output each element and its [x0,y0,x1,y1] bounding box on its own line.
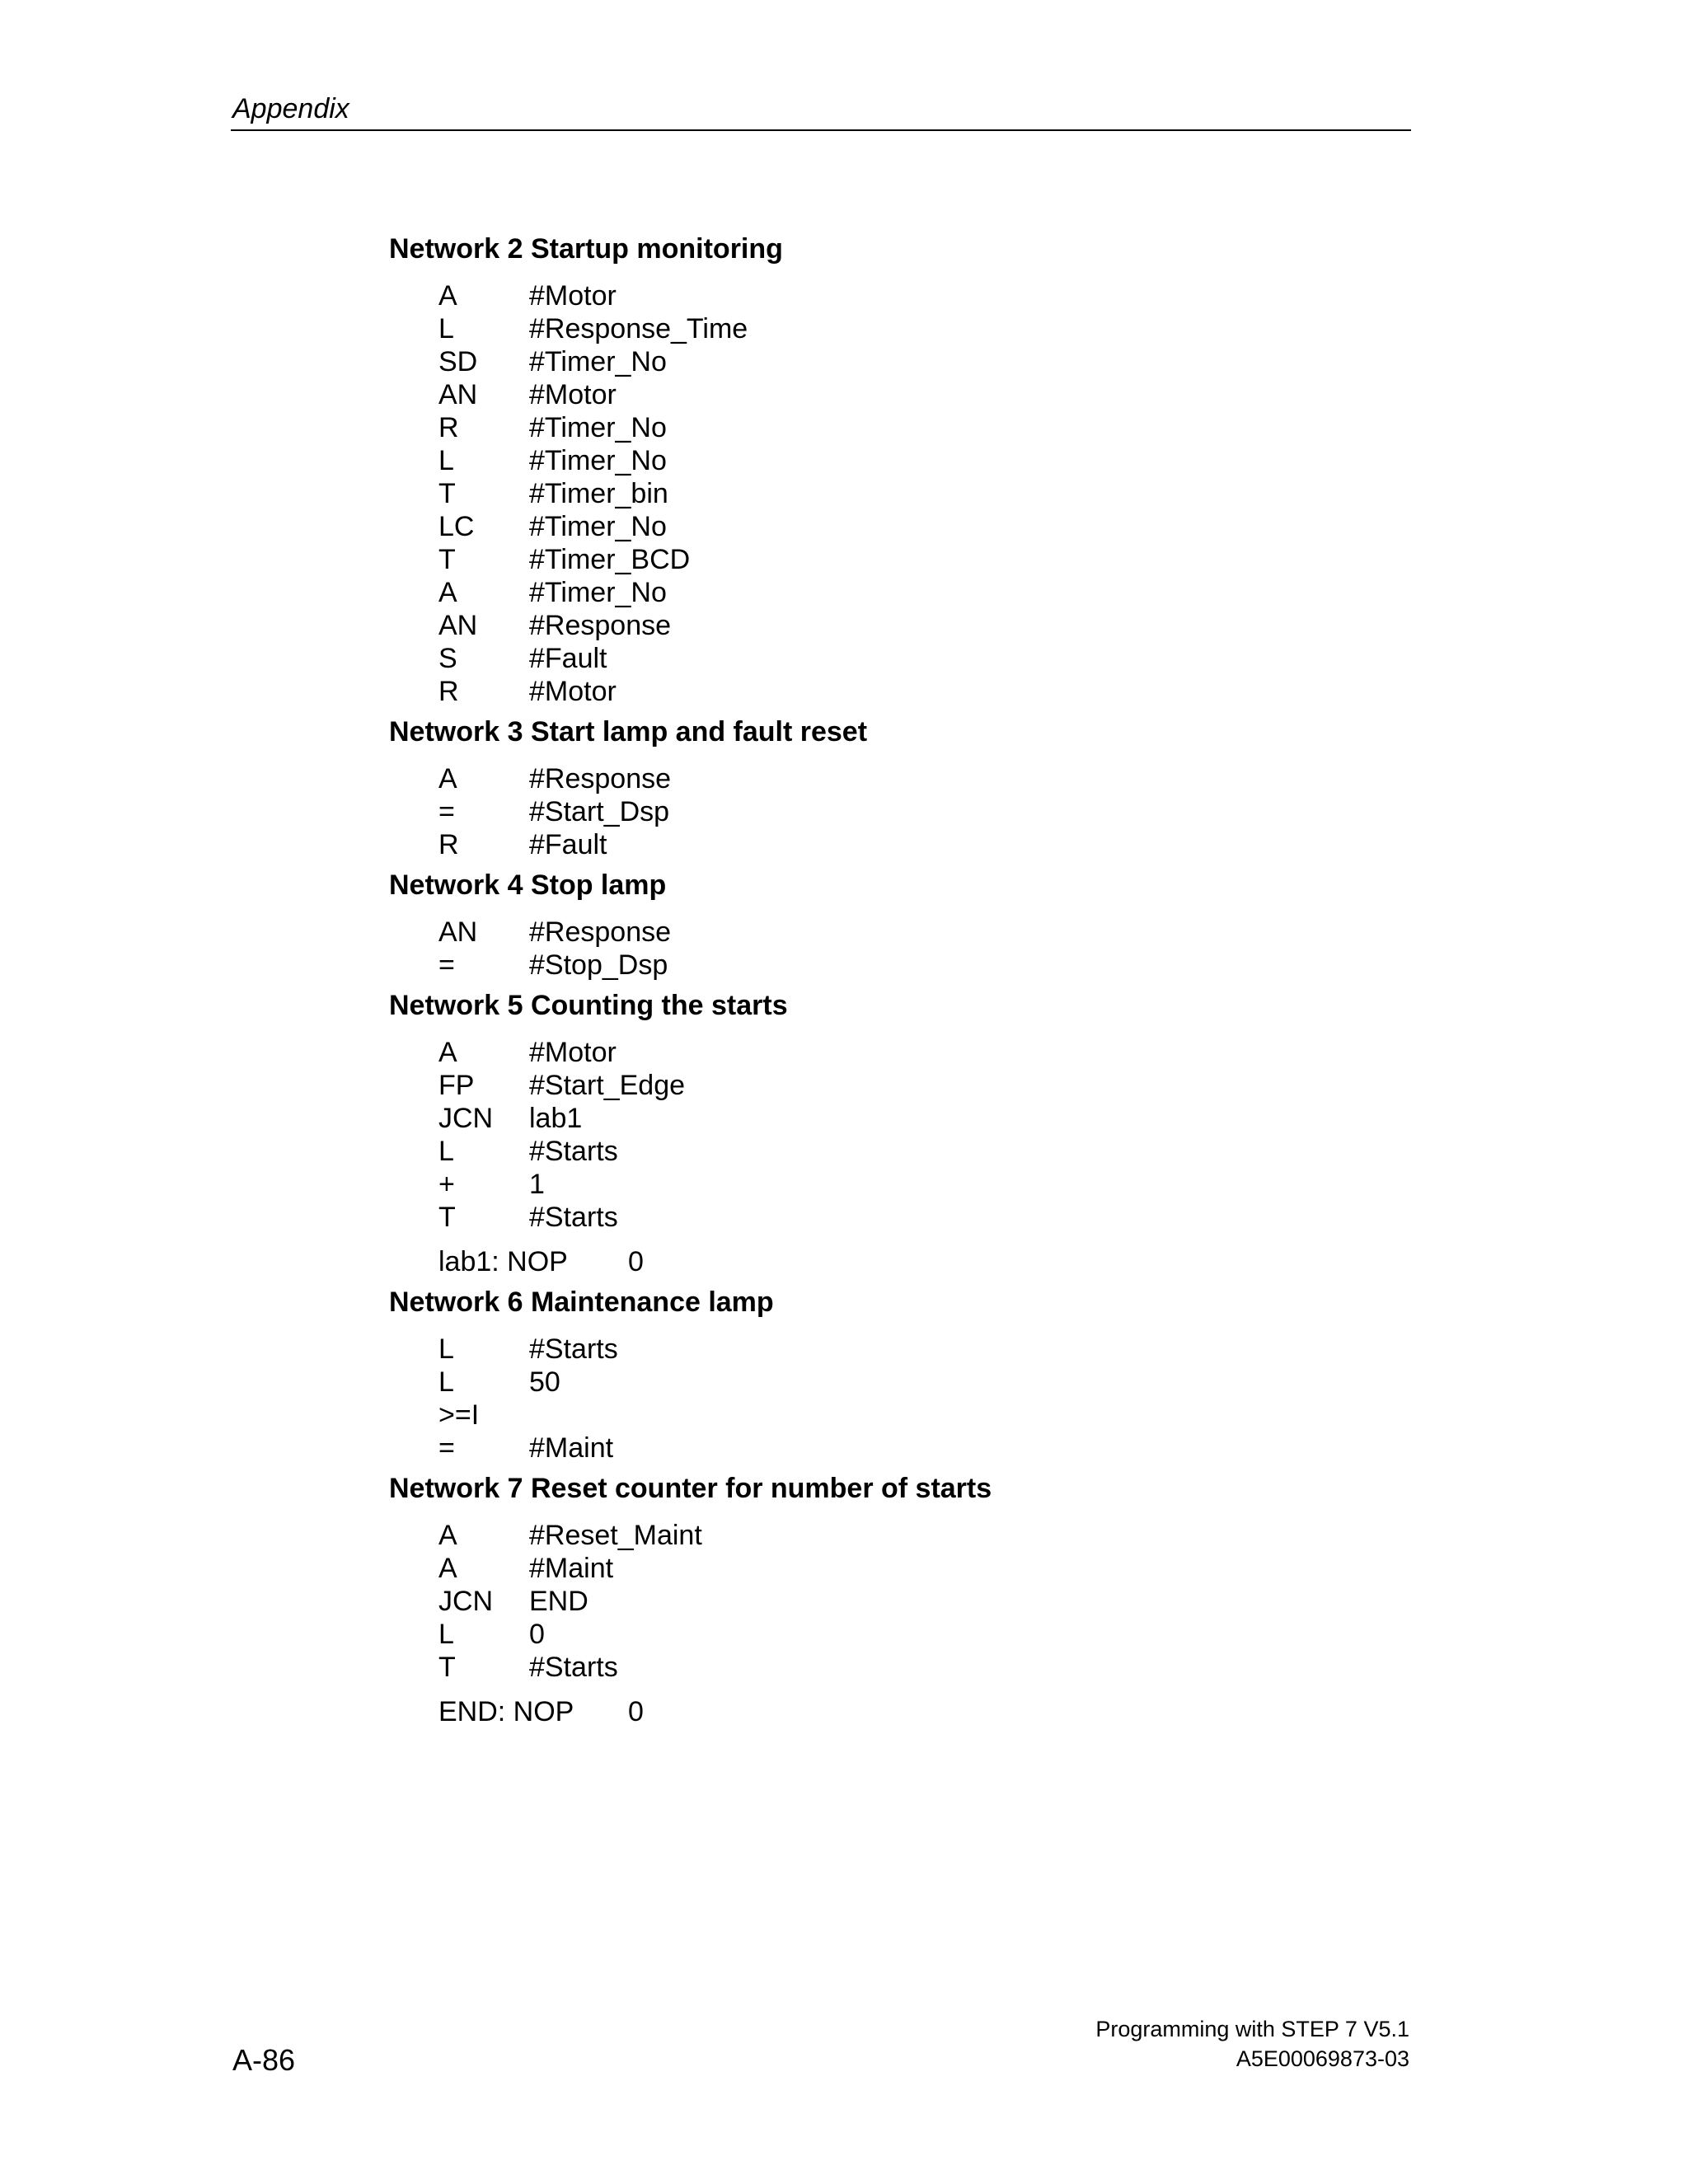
operation: T [438,544,456,575]
operation: AN [438,916,478,948]
operand: #Stop_Dsp [529,949,668,981]
operand: 1 [529,1169,545,1200]
statement-line [438,1366,1411,1399]
page-number: A-86 [232,2043,296,2077]
jump-label-value: 0 [628,1246,644,1277]
operation: S [438,643,457,674]
statement-line [438,1069,1411,1102]
network-section [389,711,1411,861]
statement-line [438,1102,1411,1135]
statement-line [438,312,1411,345]
operand: #Starts [529,1652,618,1683]
operation: L [438,445,454,476]
statement-line [438,675,1411,708]
statement-line [438,1399,1411,1432]
network-title: Network 5 Counting the starts [389,990,788,1021]
code-listing [389,228,1411,1728]
operation: A [438,280,457,312]
manual-title: Programming with STEP 7 V5.1 [1095,2017,1409,2041]
statement-line [438,609,1411,642]
statement-list [438,1333,1411,1465]
statement-line [438,1519,1411,1552]
operation: A [438,1553,457,1584]
network-section [389,1468,1411,1728]
network-section [389,1282,1411,1465]
operation: L [438,313,454,344]
operation: R [438,829,459,860]
operation: L [438,1333,454,1365]
operand: #Fault [529,643,607,674]
operation: = [438,949,455,981]
statement-list [438,1036,1411,1234]
operation: FP [438,1070,475,1101]
network-section [389,985,1411,1278]
statement-line [438,345,1411,378]
operation: T [438,1652,456,1683]
order-number: A5E00069873-03 [1236,2046,1409,2071]
operation: + [438,1169,455,1200]
statement-list [438,762,1411,861]
network-title: Network 6 Maintenance lamp [389,1286,774,1318]
operation: L [438,1366,454,1398]
network-title: Network 4 Stop lamp [389,869,667,901]
footer-info [1095,2014,1409,2074]
statement-line [438,1651,1411,1684]
statement-list [438,1519,1411,1684]
statement-line [438,510,1411,543]
operand: #Timer_No [529,445,667,476]
statement-line [438,1036,1411,1069]
operand: 0 [529,1619,545,1650]
operation: R [438,676,459,707]
operand: #Timer_No [529,346,667,377]
statement-line [438,1135,1411,1168]
operand: lab1 [529,1103,583,1134]
operation: L [438,1136,454,1167]
header-rule [231,129,1411,131]
statement-line [438,795,1411,828]
operation: T [438,478,456,509]
operation: A [438,1520,457,1551]
operand: #Starts [529,1136,618,1167]
operation: R [438,412,459,443]
statement-line [438,378,1411,411]
statement-line [438,1585,1411,1618]
operand: #Starts [529,1202,618,1233]
operand: #Response [529,763,672,794]
operation: A [438,763,457,794]
operand: 50 [529,1366,560,1398]
operand: #Fault [529,829,607,860]
operation: A [438,577,457,608]
operand: #Maint [529,1432,614,1464]
statement-line [438,642,1411,675]
statement-line [438,1618,1411,1651]
operand: #Timer_No [529,577,667,608]
operand: #Motor [529,280,617,312]
operand: #Start_Dsp [529,796,670,827]
statement-line [438,1201,1411,1234]
operand: #Timer_bin [529,478,668,509]
statement-line [438,477,1411,510]
statement-line [438,949,1411,982]
statement-line [438,576,1411,609]
statement-line [438,1552,1411,1585]
statement-line [438,1333,1411,1366]
operation: A [438,1037,457,1068]
statement-line [438,411,1411,444]
operand: #Maint [529,1553,614,1584]
operation: JCN [438,1586,494,1617]
statement-line [438,762,1411,795]
operand: #Timer_BCD [529,544,691,575]
operand: #Response [529,610,672,641]
statement-line [438,1168,1411,1201]
jump-label-value: 0 [628,1696,644,1727]
operand: #Response [529,916,672,948]
operation: AN [438,379,478,410]
network-title: Network 7 Reset counter for number of starts [389,1473,992,1504]
statement-line [438,1432,1411,1465]
operation: = [438,1432,455,1464]
jump-label: lab1: NOP [438,1246,568,1277]
operand: #Motor [529,1037,617,1068]
statement-line [438,828,1411,861]
operand: END [529,1586,588,1617]
operand: #Reset_Maint [529,1520,702,1551]
operand: #Starts [529,1333,618,1365]
statement-line [438,279,1411,312]
operand: #Timer_No [529,412,667,443]
operand: #Start_Edge [529,1070,686,1101]
operation: LC [438,511,475,542]
jump-label: END: NOP [438,1696,574,1727]
running-header: Appendix [232,93,349,124]
operation: AN [438,610,478,641]
statement-list [438,916,1411,982]
operation: T [438,1202,456,1233]
statement-list [438,279,1411,708]
operation: JCN [438,1103,494,1134]
operation: L [438,1619,454,1650]
statement-line [438,444,1411,477]
statement-line [438,916,1411,949]
operation: >=I [438,1399,480,1431]
network-section [389,865,1411,982]
network-title: Network 2 Startup monitoring [389,233,783,265]
operation: SD [438,346,478,377]
operand: #Motor [529,676,617,707]
statement-line [438,543,1411,576]
jump-label-line [438,1695,1411,1728]
operand: #Motor [529,379,617,410]
network-title: Network 3 Start lamp and fault reset [389,716,868,748]
operand: #Timer_No [529,511,667,542]
network-section [389,228,1411,708]
jump-label-line [438,1245,1411,1278]
operand: #Response_Time [529,313,748,344]
operation: = [438,796,455,827]
